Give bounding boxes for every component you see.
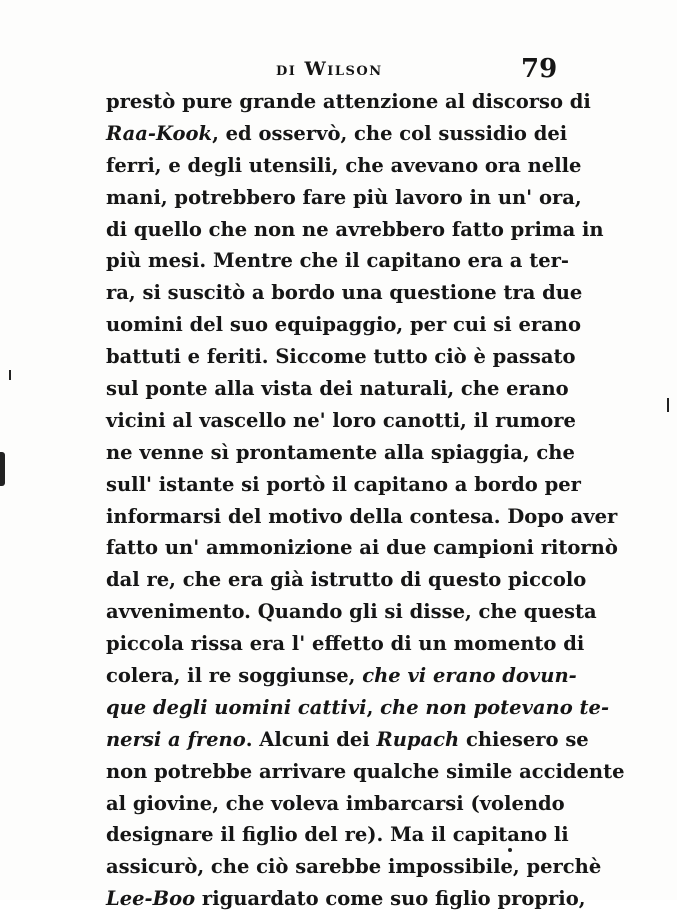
text-segment: di quello che non ne avrebbero fatto prima in (106, 217, 604, 241)
margin-mark (667, 398, 669, 412)
body-text (106, 86, 625, 915)
ink-dot (508, 848, 512, 852)
text-line (106, 86, 591, 118)
text-line (106, 756, 625, 788)
text-line (106, 118, 568, 150)
text-segment: uomini del suo equipaggio, per cui si erano (106, 313, 581, 337)
text-line (106, 788, 565, 820)
text-segment: vicini al vascello ne' loro canotti, il rumore (106, 408, 576, 432)
text-segment: più mesi. Mentre che il capitano era a ter- (106, 249, 569, 273)
text-segment: chiesero se (459, 727, 589, 751)
text-line (106, 724, 589, 756)
text-segment: ra, si suscitò a bordo una questione tra due (106, 281, 583, 305)
running-head: di Wilson (276, 58, 383, 80)
text-segment: riguardato come suo figlio proprio, (195, 887, 586, 911)
text-segment: sull' istante si portò il capitano a bordo per (106, 472, 581, 496)
text-line (106, 245, 569, 277)
margin-mark (0, 452, 5, 486)
text-line (106, 819, 569, 851)
text-segment: avvenimento. Quando gli si disse, che questa (106, 600, 597, 624)
text-line (106, 373, 569, 405)
text-line (106, 469, 581, 501)
italic-text: que degli uomini cattivi (106, 695, 367, 719)
text-line (106, 182, 582, 214)
text-line (106, 277, 583, 309)
text-line (106, 437, 575, 469)
text-line (106, 883, 586, 915)
text-line (106, 628, 585, 660)
text-line (106, 405, 576, 437)
text-line (106, 851, 602, 883)
text-line (106, 501, 618, 533)
italic-text: che non potevano te- (380, 695, 610, 719)
margin-mark (9, 370, 11, 380)
page-number: 79 (521, 54, 558, 84)
italic-text: Rupach (376, 727, 460, 751)
text-segment: . Alcuni dei (245, 727, 377, 751)
italic-text: nersi a freno (106, 727, 246, 751)
text-segment: piccola rissa era l' effetto di un momento di (106, 632, 585, 656)
text-segment: al giovine, che voleva imbarcarsi (volendo (106, 791, 565, 815)
text-line (106, 596, 597, 628)
text-segment: mani, potrebbero fare più lavoro in un' ora, (106, 185, 582, 209)
text-line (106, 532, 618, 564)
italic-text: Lee-Boo (106, 887, 196, 911)
text-line (106, 692, 610, 724)
text-segment: colera, il re soggiunse, (106, 664, 363, 688)
italic-text: che vi erano dovun- (362, 664, 577, 688)
text-segment: battuti e feriti. Siccome tutto ciò è passato (106, 345, 576, 369)
text-line (106, 341, 576, 373)
text-segment: dal re, che era già istrutto di questo piccolo (106, 568, 587, 592)
text-segment: fatto un' ammonizione ai due campioni ritornò (106, 536, 618, 560)
text-line (106, 309, 581, 341)
text-segment: prestò pure grande attenzione al discorso di (106, 90, 591, 113)
text-segment: non potrebbe arrivare qualche simile accidente (106, 759, 625, 783)
text-segment: , (366, 695, 381, 719)
text-line (106, 150, 582, 182)
text-segment: assicurò, che ciò sarebbe impossibile, perchè (106, 855, 602, 879)
text-line (106, 564, 587, 596)
text-segment: ferri, e degli utensili, che avevano ora nelle (106, 153, 582, 177)
text-line (106, 660, 577, 692)
italic-text: Raa-Kook (106, 121, 213, 145)
text-segment: informarsi del motivo della contesa. Dopo aver (106, 504, 618, 528)
text-segment: , ed osservò, che col sussidio dei (212, 121, 568, 145)
text-line (106, 214, 604, 246)
text-segment: designare il figlio del re). Ma il capitano li (106, 823, 569, 847)
page-header (0, 54, 677, 84)
text-segment: ne venne sì prontamente alla spiaggia, che (106, 440, 575, 464)
text-segment: sul ponte alla vista dei naturali, che erano (106, 377, 569, 401)
